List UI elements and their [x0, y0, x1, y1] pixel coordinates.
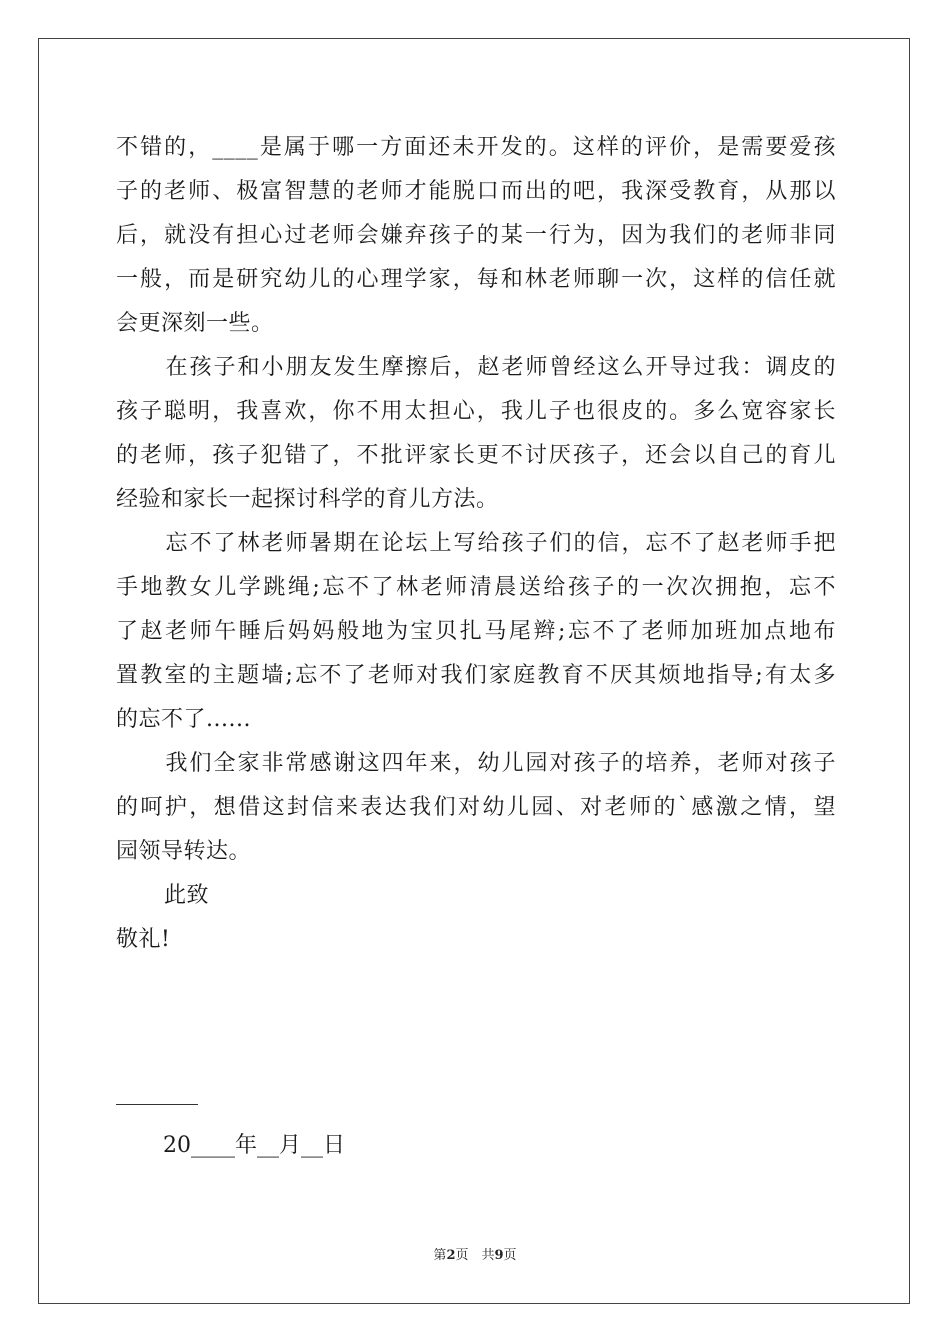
paragraph-line: 此致	[164, 883, 210, 908]
letter-paragraph	[116, 742, 836, 874]
paragraph-line: 的老师，孩子犯错了，不批评家长更不讨厌孩子，还会以自己的育儿	[116, 443, 836, 468]
paragraph-line: 置教室的主题墙;忘不了老师对我们家庭教育不厌其烦地指导;有太多	[116, 663, 836, 688]
footer-mid: 页 共	[455, 1248, 495, 1263]
paragraph-line: 的忘不了......	[116, 707, 251, 732]
footer-prefix: 第	[433, 1248, 447, 1263]
paragraph-line: 会更深刻一些。	[116, 311, 274, 336]
paragraph-line: 孩子聪明，我喜欢，你不用太担心，我儿子也很皮的。多么宽容家长	[116, 399, 836, 424]
paragraph-line: 后，就没有担心过老师会嫌弃孩子的某一行为，因为我们的老师非同	[116, 223, 836, 248]
paragraph-line: 手地教女儿学跳绳;忘不了林老师清晨送给孩子的一次次拥抱，忘不	[116, 575, 836, 600]
paragraph-line: 一般，而是研究幼儿的心理学家，每和林老师聊一次，这样的信任就	[116, 267, 836, 292]
letter-paragraph	[116, 346, 836, 522]
current-page-number: 2	[446, 1248, 456, 1263]
paragraph-line: 在孩子和小朋友发生摩擦后，赵老师曾经这么开导过我：调皮的	[164, 355, 836, 380]
signature-line	[116, 1104, 198, 1105]
paragraph-line: 我们全家非常感谢这四年来，幼儿园对孩子的培养，老师对孩子	[164, 751, 836, 776]
letter-paragraph	[116, 522, 836, 742]
page-footer	[0, 1244, 950, 1263]
total-page-count: 9	[494, 1248, 504, 1263]
letter-paragraph	[116, 874, 836, 918]
footer-suffix: 页	[503, 1248, 517, 1263]
letter-paragraph	[116, 918, 836, 962]
paragraph-line: 子的老师、极富智慧的老师才能脱口而出的吧，我深受教育，从那以	[116, 179, 836, 204]
paragraph-line: 了赵老师午睡后妈妈般地为宝贝扎马尾辫;忘不了老师加班加点地布	[116, 619, 836, 644]
paragraph-line: 的呵护，想借这封信来表达我们对幼儿园、对老师的`感激之情，望	[116, 795, 836, 820]
letter-paragraph	[116, 126, 836, 346]
paragraph-line: 经验和家长一起探讨科学的育儿方法。	[116, 487, 499, 512]
paragraph-line: 敬礼!	[116, 927, 171, 952]
paragraph-line: 不错的，____是属于哪一方面还未开发的。这样的评价，是需要爱孩	[116, 135, 836, 160]
paragraph-line: 忘不了林老师暑期在论坛上写给孩子们的信，忘不了赵老师手把	[164, 531, 836, 556]
paragraph-line: 园领导转达。	[116, 839, 252, 864]
letter-body	[116, 126, 836, 962]
date-line: 20____年__月__日	[163, 1133, 345, 1158]
